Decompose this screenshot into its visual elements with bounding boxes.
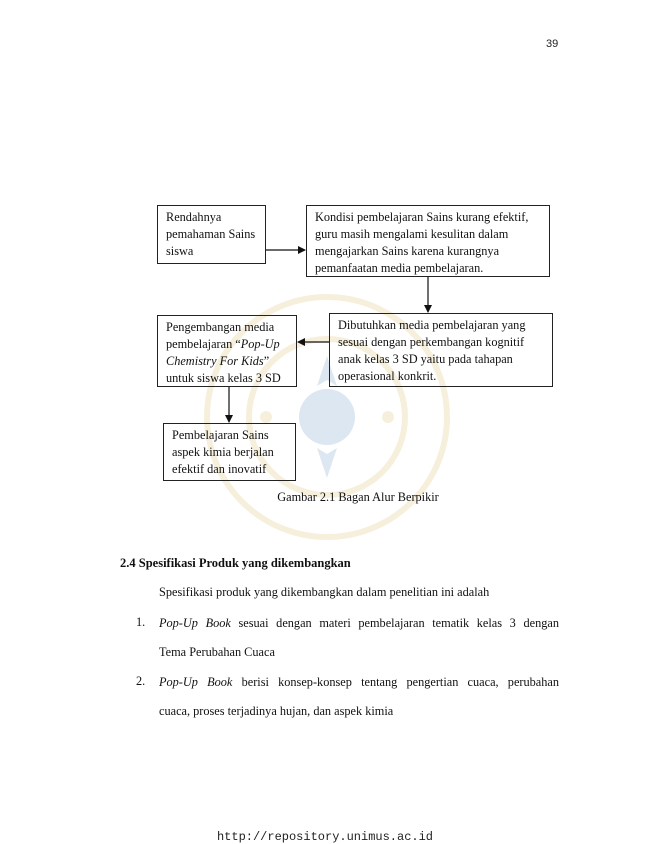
page-number: 39 xyxy=(546,38,559,50)
flowchart-box-text: Rendahnya pemahaman Sains siswa xyxy=(166,210,256,258)
list-item-text: berisi konsep-konsep tentang pengertian cuaca, perubahan xyxy=(232,675,560,689)
list-number: 2. xyxy=(136,674,146,688)
box4-text-part2: ” untuk siswa kelas 3 SD xyxy=(166,354,281,385)
product-name: Pop-Up Book xyxy=(159,675,233,689)
list-item-text: sesuai dengan materi pembelajaran tematik kelas 3 dengan xyxy=(230,616,559,630)
list-item-line1 xyxy=(159,615,559,632)
box4-product-name: Pop-Up Chemistry For Kids xyxy=(166,337,280,368)
list-item-line2: Tema Perubahan Cuaca xyxy=(159,645,275,659)
flowchart-box-text: Dibutuhkan media pembelajaran yang sesuai dengan perkembangan kognitif anak kelas 3 SD yaitu pada tahapan operasional konkrit. xyxy=(338,318,526,383)
flowchart-box-text: Pembelajaran Sains aspek kimia berjalan efektif dan inovatif xyxy=(172,428,274,476)
flowchart-box-text: Kondisi pembelajaran Sains kurang efektif, guru masih mengalami kesulitan dalam mengajarkan Sains karena kurangnya pemanfaatan media pembelajaran. xyxy=(315,210,529,275)
list-item xyxy=(120,674,559,720)
footer-repository-url[interactable]: http://repository.unimus.ac.id xyxy=(216,830,434,844)
box4-text-part1: Pengembangan media pembelajaran “ xyxy=(166,320,275,351)
list-item xyxy=(120,615,559,661)
section-heading: 2.4 Spesifikasi Produk yang dikembangkan xyxy=(120,556,351,570)
list-item-line1 xyxy=(159,674,559,691)
figure-caption: Gambar 2.1 Bagan Alur Berpikir xyxy=(277,490,439,504)
list-number: 1. xyxy=(136,615,146,629)
section-intro: Spesifikasi produk yang dikembangkan dalam penelitian ini adalah xyxy=(159,585,490,599)
list-item-line2: cuaca, proses terjadinya hujan, dan aspek kimia xyxy=(159,704,394,718)
product-name: Pop-Up Book xyxy=(159,616,231,630)
